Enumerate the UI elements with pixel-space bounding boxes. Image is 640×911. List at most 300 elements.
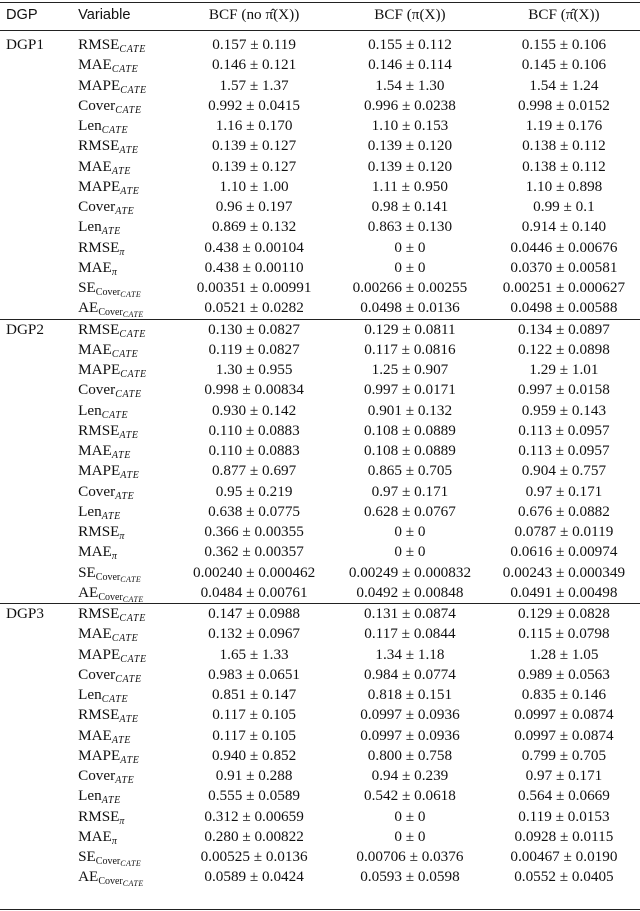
value-cell: 0.0370 ± 0.00581 [510,258,618,276]
table-row [0,502,640,522]
table-row [0,298,640,319]
value-cell: 0.438 ± 0.00110 [204,258,304,276]
table-row [0,421,640,441]
dgp-label [0,380,74,400]
table-row [0,766,640,786]
dgp-label [0,421,74,441]
value-cell: 0.555 ± 0.0589 [208,787,301,805]
value-cell: 0.130 ± 0.0827 [208,320,301,338]
value-cell: 0.139 ± 0.127 [211,137,297,155]
variable-base: Cover [78,96,116,114]
value-cell: 0.00525 ± 0.0136 [200,848,308,865]
variable-name [74,421,176,441]
variable-subscript [98,876,143,887]
value-cell: 0.0521 ± 0.0282 [204,299,304,317]
dgp-label [0,298,74,319]
variable-sub-subscript: CATE [122,879,144,889]
value-cell: 0.0484 ± 0.00761 [200,583,308,601]
variable-subscript [119,329,145,340]
dgp-label: DGP2 [6,320,44,338]
variable-subscript [119,816,125,827]
value-cell: 0.998 ± 0.00834 [204,381,304,399]
value-cell: 0.0491 ± 0.00498 [510,583,618,601]
variable-name [74,522,176,542]
value-cell: 0.146 ± 0.121 [211,56,297,74]
value-cell: 0 ± 0 [394,258,426,276]
value-cell: 0.00243 ± 0.000349 [502,563,626,581]
value-cell: 0.113 ± 0.0957 [518,442,610,459]
variable-name [74,319,176,340]
value-cell: 1.30 ± 0.955 [215,361,293,378]
table-row [0,116,640,136]
value-cell: 0 ± 0 [394,238,426,256]
variable-name [74,847,176,867]
value-cell: 0.865 ± 0.705 [367,462,453,480]
variable-base: MAPE [78,746,121,764]
variable-base: Len [78,401,102,419]
variable-name [74,746,176,766]
dgp-label [0,645,74,665]
header-bcf-no-pihat: BCF (no π̂(X)) [208,6,300,23]
value-cell: 1.29 ± 1.01 [529,361,599,378]
dgp-label [0,461,74,481]
dgp-label [0,76,74,96]
table-row [0,563,640,583]
value-cell: 0.139 ± 0.120 [367,157,453,175]
variable-subscript-text: ATE [101,510,121,522]
dgp-label [0,157,74,177]
variable-base: RMSE [78,706,120,724]
value-cell: 0.138 ± 0.112 [522,137,606,155]
variable-subscript [119,430,138,441]
variable-subscript-text: Cover [95,856,121,867]
value-cell: 0.0616 ± 0.00974 [510,543,618,561]
value-cell: 0.98 ± 0.141 [371,198,449,215]
variable-subscript-text: π [119,531,126,542]
dgp-label [0,685,74,705]
value-cell: 0.0997 ± 0.0936 [360,726,460,744]
value-cell: 0.157 ± 0.119 [212,36,296,53]
variable-base: MAE [78,543,112,561]
variable-subscript [120,369,146,380]
variable-subscript [96,572,141,583]
value-cell: 0.366 ± 0.00355 [204,523,304,540]
variable-name [74,685,176,705]
variable-subscript-text: CATE [120,369,147,380]
variable-name [74,563,176,583]
header-row [0,0,640,31]
value-cell: 1.34 ± 1.18 [375,645,445,663]
value-cell: 0.115 ± 0.0798 [518,625,610,643]
dgp-label [0,705,74,725]
value-cell: 0.628 ± 0.0767 [364,502,456,520]
variable-base: MAPE [78,76,121,94]
table-row [0,867,640,887]
variable-subscript [112,64,138,75]
variable-subscript-text: CATE [101,409,129,421]
variable-name [74,604,176,625]
dgp-label [0,401,74,421]
variable-subscript-text: π [111,551,118,563]
value-cell: 0 ± 0 [394,543,426,561]
value-cell: 0.00467 ± 0.0190 [510,848,618,865]
variable-subscript-text: Cover [95,287,121,298]
value-cell: 0.131 ± 0.0874 [364,605,456,622]
value-cell: 0.0997 ± 0.0874 [514,706,614,724]
variable-subscript [102,694,128,705]
variable-subscript [119,247,125,258]
value-cell: 0.117 ± 0.105 [212,706,296,724]
value-cell: 1.10 ± 0.898 [525,177,603,195]
variable-sub-subscript: CATE [122,310,144,320]
value-cell: 0.901 ± 0.132 [367,401,453,419]
variable-subscript-text: π [111,835,118,847]
value-cell: 0.438 ± 0.00104 [204,238,304,256]
table-row [0,624,640,644]
variable-subscript-text: ATE [120,185,140,197]
table-row [0,401,640,421]
dgp-label [0,116,74,136]
table-row [0,258,640,278]
variable-name [74,807,176,827]
table-row [0,583,640,604]
variable-subscript-text: ATE [119,714,139,726]
variable-base: Len [78,117,102,134]
variable-name [74,624,176,644]
value-cell: 0.113 ± 0.0957 [518,421,610,439]
dgp-label [0,665,74,685]
dgp-label [0,766,74,786]
value-cell: 1.65 ± 1.33 [219,645,289,663]
variable-subscript [119,531,125,542]
variable-name [74,31,176,56]
value-cell: 0.134 ± 0.0897 [517,320,610,338]
value-cell: 0.989 ± 0.0563 [517,665,610,683]
table-row [0,238,640,258]
table-row [0,604,640,625]
table-row [0,786,640,806]
table-row [0,360,640,380]
dgp-label [0,441,74,461]
variable-subscript-text: ATE [120,754,140,766]
value-cell: 0.0997 ± 0.0874 [514,726,614,744]
variable-sub-subscript: CATE [122,594,144,604]
variable-subscript-text: Cover [98,307,123,319]
dgp-label [0,258,74,278]
dgp-label [0,786,74,806]
dgp-label [0,807,74,827]
value-cell: 0 ± 0 [394,807,426,825]
variable-base: MAE [78,340,112,358]
variable-subscript-text: CATE [111,633,139,645]
value-cell: 0.00251 ± 0.000627 [502,279,626,296]
dgp-label: DGP1 [6,36,44,53]
dgp-label [0,340,74,360]
variable-subscript-text: ATE [111,450,132,461]
variable-subscript-text: Cover [95,571,121,583]
dgp-label [0,624,74,644]
table-bottom-rule [0,909,640,910]
variable-name [74,217,176,237]
variable-subscript-text: CATE [101,125,129,136]
value-cell: 1.10 ± 1.00 [219,177,289,195]
table-row [0,827,640,847]
value-cell: 0.132 ± 0.0967 [208,625,301,643]
value-cell: 0.117 ± 0.0844 [364,625,456,643]
value-cell: 0.0498 ± 0.0136 [360,299,460,317]
table-row [0,746,640,766]
value-cell: 0.119 ± 0.0153 [518,807,610,825]
variable-base: Len [78,502,102,520]
value-cell: 0.940 ± 0.852 [211,746,297,764]
value-cell: 1.11 ± 0.950 [371,177,448,195]
value-cell: 0.930 ± 0.142 [211,401,297,419]
variable-base: RMSE [78,807,120,825]
value-cell: 1.16 ± 0.170 [215,117,293,134]
variable-subscript [115,389,141,400]
variable-base: MAE [78,827,112,845]
header-bcf-pi: BCF (π(X)) [374,6,446,23]
variable-subscript-text: Cover [98,591,123,603]
table-row [0,177,640,197]
variable-subscript-text: π [111,266,118,278]
table-row [0,278,640,298]
header-variable: Variable [78,7,131,23]
table-row [0,441,640,461]
variable-base: AE [78,299,99,317]
variable-subscript-text: CATE [119,328,146,340]
variable-name [74,665,176,685]
variable-name [74,360,176,380]
variable-base: MAPE [78,361,121,378]
value-cell: 0.0928 ± 0.0115 [514,827,614,845]
variable-subscript [115,105,141,116]
variable-subscript-text: ATE [115,775,135,786]
value-cell: 0.984 ± 0.0774 [364,665,456,683]
variable-base: Len [78,787,102,805]
value-cell: 0.800 ± 0.758 [367,746,453,764]
variable-name [74,96,176,116]
table-row [0,76,640,96]
variable-base: SE [78,563,96,581]
value-cell: 0.835 ± 0.146 [521,686,607,703]
value-cell: 0.146 ± 0.114 [368,56,452,74]
table-row [0,380,640,400]
variable-subscript-text: CATE [101,694,129,705]
variable-name [74,766,176,786]
dgp-label [0,726,74,746]
variable-name [74,441,176,461]
variable-subscript [120,654,146,665]
value-cell: 0.0446 ± 0.00676 [510,238,618,256]
value-cell: 1.25 ± 0.907 [371,361,449,378]
variable-subscript [120,755,139,766]
value-cell: 0.138 ± 0.112 [522,157,606,175]
variable-base: RMSE [78,238,120,256]
table-row [0,807,640,827]
variable-subscript-text: ATE [101,795,121,807]
variable-base: SE [78,848,96,865]
value-cell: 0.97 ± 0.171 [525,482,603,500]
variable-base: Cover [78,665,116,683]
value-cell: 0.119 ± 0.0827 [208,340,300,358]
dgp-label [0,542,74,562]
value-cell: 0.863 ± 0.130 [367,218,453,236]
variable-subscript [112,450,131,461]
variable-subscript-text: π [119,815,126,827]
variable-base: MAE [78,157,112,175]
variable-name [74,298,176,319]
table-row [0,482,640,502]
variable-subscript-text: ATE [111,734,132,746]
value-cell: 0.676 ± 0.0882 [517,502,610,520]
variable-subscript [119,145,138,156]
dgp-label [0,583,74,604]
table-row [0,705,640,725]
variable-base: RMSE [78,137,120,155]
dgp-label: DGP3 [6,605,44,622]
value-cell: 0.00706 ± 0.0376 [356,848,464,865]
variable-base: AE [78,868,99,886]
value-cell: 0.280 ± 0.00822 [204,827,304,845]
dgp-label [0,96,74,116]
table-row [0,217,640,237]
variable-name [74,55,176,75]
variable-subscript [102,511,121,522]
dgp-label [0,177,74,197]
value-cell: 0.992 ± 0.0415 [208,96,301,114]
variable-base: RMSE [78,36,120,53]
value-cell: 0.851 ± 0.147 [211,686,297,703]
table-row [0,319,640,340]
value-cell: 0.108 ± 0.0889 [364,442,456,459]
variable-base: Cover [78,381,116,399]
variable-name [74,278,176,298]
variable-base: AE [78,583,99,601]
table-row [0,197,640,217]
variable-base: RMSE [78,523,120,540]
value-cell: 0.139 ± 0.127 [211,157,297,175]
variable-name [74,401,176,421]
variable-name [74,482,176,502]
value-cell: 0.147 ± 0.0988 [208,605,301,622]
value-cell: 0.0593 ± 0.0598 [360,868,460,886]
value-cell: 0.799 ± 0.705 [521,746,607,764]
variable-base: MAPE [78,645,121,663]
variable-subscript [102,226,121,237]
variable-name [74,461,176,481]
table-row [0,726,640,746]
variable-subscript-text: CATE [111,348,139,360]
variable-subscript [120,186,139,197]
dgp-label [0,217,74,237]
value-cell: 0.914 ± 0.140 [521,218,607,236]
value-cell: 0.877 ± 0.697 [211,462,297,480]
value-cell: 0.95 ± 0.219 [215,482,293,500]
dgp-label [0,136,74,156]
value-cell: 0.00266 ± 0.00255 [352,279,468,296]
variable-subscript-text: Cover [98,876,123,888]
variable-subscript-text: ATE [115,490,135,502]
value-cell: 0.97 ± 0.171 [371,482,449,500]
variable-name [74,786,176,806]
value-cell: 0.983 ± 0.0651 [208,665,301,683]
value-cell: 0.117 ± 0.0816 [364,340,456,358]
variable-subscript [98,307,143,318]
value-cell: 0.129 ± 0.0811 [364,320,456,338]
variable-base: RMSE [78,421,120,439]
table-row [0,542,640,562]
variable-subscript-text: π [119,246,126,258]
variable-base: Cover [78,482,116,500]
variable-subscript [119,613,145,624]
variable-subscript-text: ATE [115,206,135,217]
variable-subscript-text: ATE [119,145,139,157]
variable-name [74,177,176,197]
variable-subscript [120,85,146,96]
value-cell: 0.638 ± 0.0775 [208,502,301,520]
value-cell: 0.110 ± 0.0883 [208,421,300,439]
value-cell: 1.57 ± 1.37 [219,76,289,94]
variable-subscript-text: ATE [119,429,139,441]
variable-subscript [112,633,138,644]
variable-base: Len [78,686,102,703]
value-cell: 0.0589 ± 0.0424 [204,868,304,886]
variable-name [74,76,176,96]
value-cell: 0.0498 ± 0.00588 [510,299,618,317]
value-cell: 0.155 ± 0.106 [521,36,607,53]
variable-subscript [112,836,118,847]
variable-subscript [115,491,134,502]
variable-subscript [115,775,134,786]
variable-base: SE [78,279,96,296]
variable-name [74,197,176,217]
variable-base: MAPE [78,177,121,195]
variable-subscript [112,735,131,746]
value-cell: 0.997 ± 0.0171 [364,381,456,399]
variable-base: Len [78,218,102,236]
value-cell: 0.97 ± 0.171 [525,767,603,784]
table-row [0,340,640,360]
variable-subscript-text: CATE [120,84,147,96]
dgp-label [0,360,74,380]
variable-sub-subscript: CATE [120,574,142,584]
table-row [0,847,640,867]
dgp-label [0,482,74,502]
variable-subscript-text: CATE [115,104,142,116]
table-row [0,96,640,116]
dgp-label [0,847,74,867]
value-cell: 0.00351 ± 0.00991 [196,279,312,296]
variable-name [74,542,176,562]
dgp-label [0,55,74,75]
dgp-label [0,746,74,766]
variable-name [74,726,176,746]
variable-name [74,867,176,887]
variable-name [74,705,176,725]
variable-base: MAE [78,258,112,276]
variable-subscript [96,856,141,867]
variable-subscript [115,206,134,217]
variable-base: MAE [78,726,112,744]
variable-subscript-text: CATE [115,389,142,401]
variable-subscript [102,410,128,421]
variable-name [74,136,176,156]
value-cell: 0.00240 ± 0.000462 [192,563,316,581]
variable-subscript [112,166,131,177]
value-cell: 0.818 ± 0.151 [367,686,453,703]
variable-subscript [96,287,141,298]
